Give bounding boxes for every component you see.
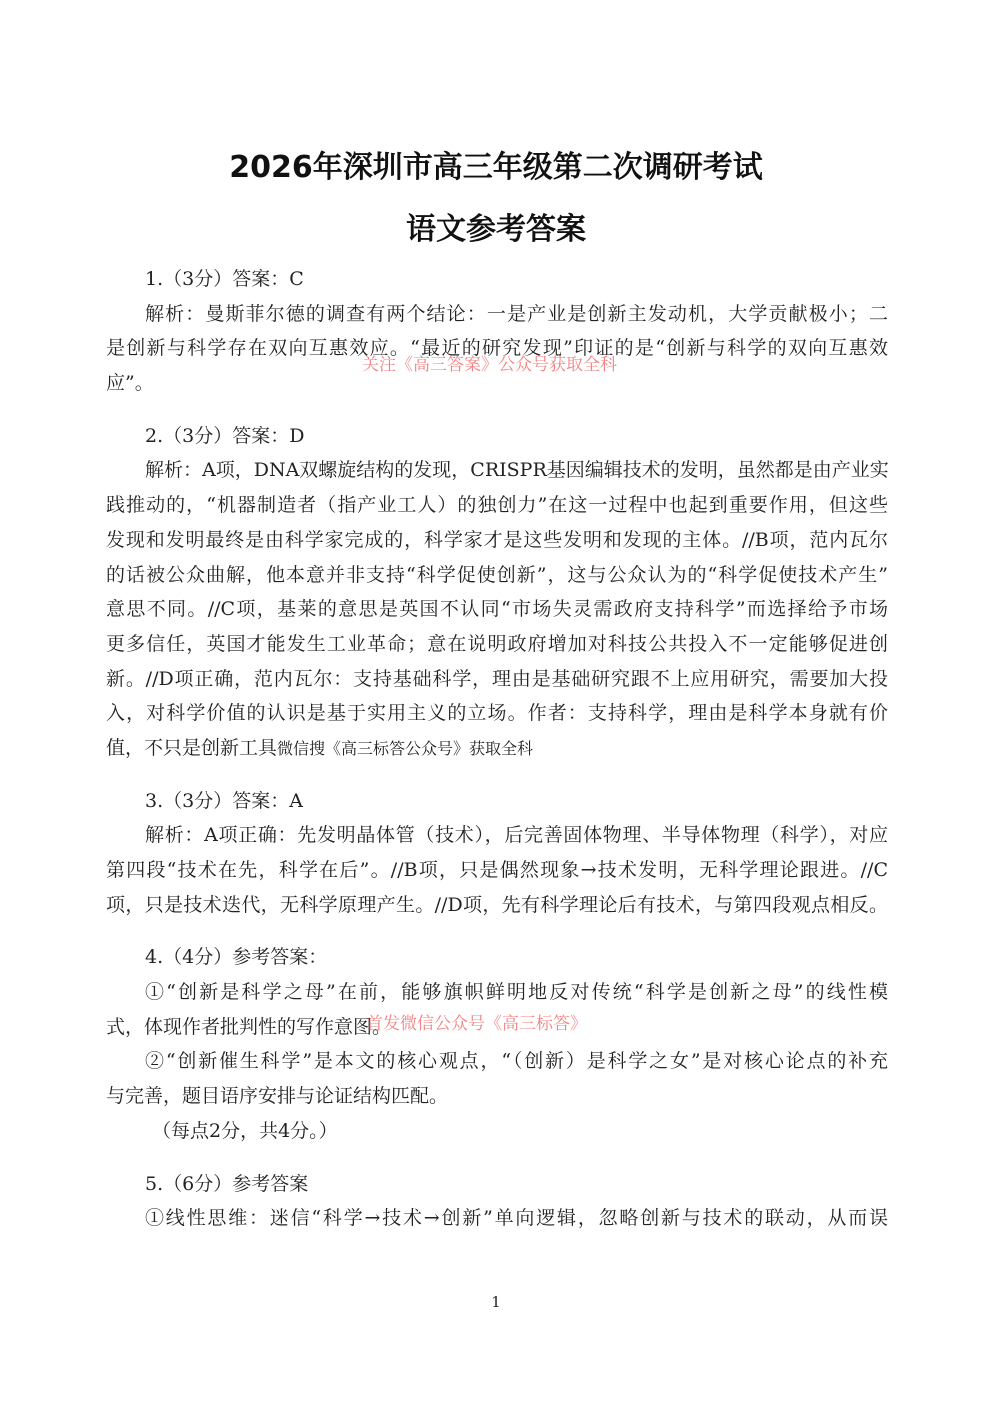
text-line: 解析：A项，DNA双螺旋结构的发现，CRISPR基因编辑技术的发明，虽然都是由产业实 <box>145 459 889 482</box>
text-line: ①线性思维：迷信“科学→技术→创新”单向逻辑，忽略创新与技术的联动，从而误 <box>145 1207 888 1230</box>
text-line: 解析：曼斯菲尔德的调查有两个结论：一是产业是创新主发动机，大学贡献极小；二 <box>145 302 888 325</box>
question-header: 2.（3分）答案：D <box>145 424 305 447</box>
text-line: 新。//D项正确，范内瓦尔：支持基础科学，理由是基础研究跟不上应用研究，需要加大投 <box>106 667 888 690</box>
watermark: 首发微信公众号《高三标答》 <box>366 1014 587 1034</box>
question-4 <box>106 940 888 1148</box>
text-line: ①“创新是科学之母”在前，能够旗帜鲜明地反对传统“科学是创新之母”的线性模 <box>145 981 888 1004</box>
question-1 <box>106 262 888 401</box>
text-line: 意思不同。//C项，基莱的意思是英国不认同“市场失灵需政府支持科学”而选择给予市场 <box>106 598 888 621</box>
text-line: 更多信任，英国才能发生工业革命；意在说明政府增加对科技公共投入不一定能够促进创 <box>106 632 888 655</box>
text-line: 与完善，题目语序安排与论证结构匹配。 <box>106 1085 449 1108</box>
text-line: 应”。 <box>106 372 154 395</box>
text-line: 解析：A项正确：先发明晶体管（技术），后完善固体物理、半导体物理（科学），对应 <box>145 824 888 847</box>
question-header: 5.（6分）参考答案 <box>145 1172 309 1195</box>
text-line: 项，只是技术迭代，无科学原理产生。//D项，先有科学理论后有技术，与第四段观点相反。 <box>106 893 888 916</box>
inline-watermark: 微信搜《高三标答公众号》获取全科 <box>277 738 534 758</box>
text-line: 的话被公众曲解，他本意并非支持“科学促使创新”，这与公众认为的“科学促使技术产生” <box>106 563 888 586</box>
question-2 <box>106 419 888 766</box>
text-fragment: 值，不只是创新工具 <box>106 736 278 759</box>
text-line: 践推动的，“机器制造者（指产业工人）的独创力”在这一过程中也起到重要作用，但这些 <box>106 494 888 517</box>
text-line: ②“创新催生科学”是本文的核心观点，“（创新）是科学之女”是对核心论点的补充 <box>145 1050 888 1073</box>
question-header: 1.（3分）答案：C <box>145 268 304 290</box>
question-3 <box>106 784 888 923</box>
watermark: 关注《高三答案》公众号获取全科 <box>362 355 617 375</box>
text-line: 式，体现作者批判性的写作意图。 <box>106 1015 392 1038</box>
answer-content <box>106 262 888 1254</box>
document-title: 2026年深圳市高三年级第二次调研考试 <box>229 150 763 185</box>
text-line: 是创新与科学存在双向互惠效应。“最近的研究发现”印证的是“创新与科学的双向互惠效 <box>106 337 888 360</box>
document-subtitle: 语文参考答案 <box>406 212 586 247</box>
text-line <box>106 731 888 766</box>
question-5 <box>106 1167 888 1236</box>
text-line: 第四段“技术在先，科学在后”。//B项，只是偶然现象→技术发明，无科学理论跟进。//C <box>106 859 888 881</box>
question-header: 3.（3分）答案：A <box>145 789 303 812</box>
page-number: 1 <box>491 1293 501 1311</box>
text-line: 入，对科学价值的认识是基于实用主义的立场。作者：支持科学，理由是科学本身就有价 <box>106 702 888 725</box>
question-header: 4.（4分）参考答案： <box>145 946 328 969</box>
scoring-note: （每点2分，共4分。） <box>152 1119 338 1142</box>
text-line: 发现和发明最终是由科学家完成的，科学家才是这些发明和发现的主体。//B项，范内瓦尔 <box>106 528 888 551</box>
